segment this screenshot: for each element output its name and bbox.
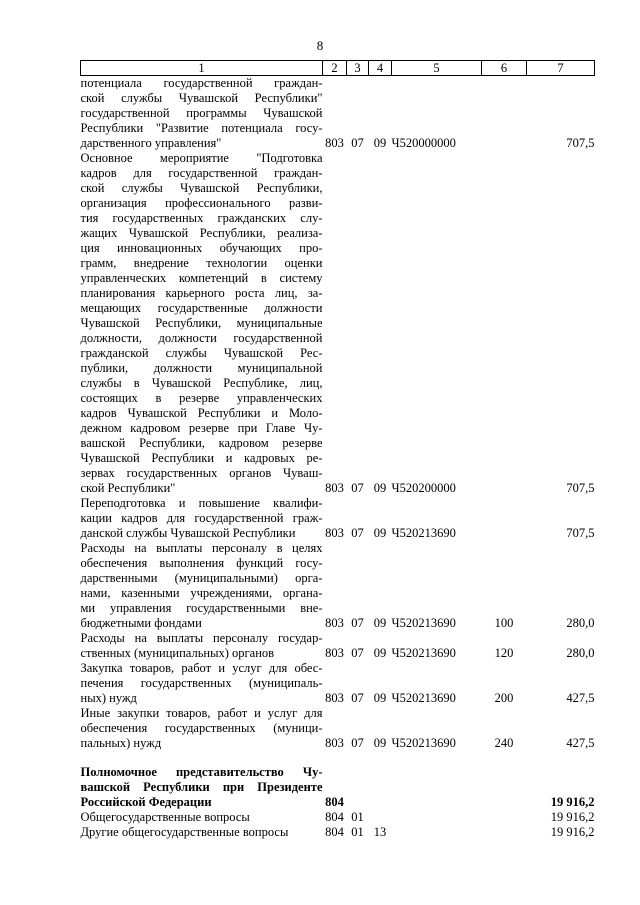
row-name-cell: Расходы на выплаты персоналу в целях обеспечения выполнения функций госу- дарственными (муниципальными) орга- нами, казенными учреждениями, органа- ми управления государственными вне- бюджетными фондами: [80, 541, 323, 630]
spacer-row: [81, 751, 595, 765]
row-sum-cell: 427,5: [566, 691, 595, 705]
row-vr-cell: [482, 496, 527, 541]
row-csr-cell: Ч520213690: [391, 526, 456, 540]
row-name-cell: потенциала государственной граждан- ской службы Чувашской Республики" государственной программы Чувашской Республики "Развитие потенциала госу- дарственного управления": [80, 76, 323, 150]
table-row: [81, 825, 595, 840]
row-name-cell: Расходы на выплаты персоналу государ- ственных (муниципальных) органов: [80, 631, 323, 660]
row-sum-cell: 280,0: [566, 646, 595, 660]
row-rz-cell: 01: [351, 810, 364, 824]
row-csr-cell: [392, 765, 482, 810]
row-pr-cell: 09: [373, 616, 387, 630]
row-csr-cell: Ч520213690: [391, 691, 456, 705]
row-vr-cell: [482, 825, 527, 840]
row-sum-cell: 280,0: [566, 616, 595, 630]
row-csr-cell: Ч520213690: [391, 736, 456, 750]
table-row: [81, 631, 595, 661]
row-name-cell: Переподготовка и повышение квалифи- кации кадров для государственной граж- данской службы Чувашской Республики: [80, 496, 323, 540]
row-pr-cell: 09: [373, 481, 387, 495]
table-row: [81, 765, 595, 810]
row-pr-cell: 09: [373, 646, 387, 660]
table-row: [81, 496, 595, 541]
row-vr-cell: [482, 151, 527, 496]
row-pr-cell: 09: [373, 691, 387, 705]
row-vr-cell: [482, 810, 527, 825]
row-csr-cell: [392, 825, 482, 840]
row-ved-cell: 803: [325, 616, 344, 630]
row-name-cell: Иные закупки товаров, работ и услуг для обеспечения государственных (муници- пальных) нужд: [80, 706, 323, 750]
row-csr-cell: Ч520000000: [391, 136, 456, 150]
row-ved-cell: 803: [325, 646, 344, 660]
row-vr-cell: [482, 765, 527, 810]
row-rz-cell: 01: [351, 825, 364, 839]
row-rz-cell: 07: [351, 616, 364, 630]
row-rz-cell: 07: [351, 691, 364, 705]
row-name-cell: Закупка товаров, работ и услуг для обес- печения государственных (муниципаль- ных) нужд: [80, 661, 323, 705]
row-sum-cell: 707,5: [566, 481, 595, 495]
budget-table: [80, 60, 595, 840]
row-ved-cell: 804: [325, 795, 344, 809]
row-csr-cell: Ч520200000: [391, 481, 456, 495]
row-rz-cell: 07: [351, 136, 364, 150]
row-pr-cell: 09: [373, 526, 387, 540]
row-vr-cell: 240: [494, 736, 514, 750]
header-cell-sum: 7: [527, 61, 595, 76]
row-name-cell: Основное мероприятие "Подготовка кадров для государственной граждан- ской службы Чувашской Республики, организация профессионального разви- тия государственных гражданских слу- жащих Чувашской Республики, реализа- ция инновационных обучающих про- грамм, внедрение технологии оценки управленческих компетенций в систему планирования карьерного роста лиц, за- мещающих государственные должности Чувашской Республики, муниципальные должности, должности государственной гражданской службы Чувашской Рес- публики, должности муниципальной службы в Чувашской Республике, лиц, состоящих в резерве управленческих кадров Чувашской Республики и Моло- дежном кадровом резерве при Главе Чу- вашской Республики, кадровом резерве Чувашской Республики и кадровых ре- зервах государственных органов Чуваш- ской Республики": [80, 151, 323, 495]
row-vr-cell: 200: [494, 691, 514, 705]
row-name-cell: Другие общегосударственные вопросы: [80, 825, 289, 839]
table-row: [81, 706, 595, 751]
row-ved-cell: 803: [325, 526, 344, 540]
table-row: [81, 76, 595, 152]
header-cell-ved: 2: [323, 61, 347, 76]
row-ved-cell: 803: [325, 736, 344, 750]
row-vr-cell: [482, 76, 527, 152]
row-ved-cell: 804: [325, 825, 344, 839]
header-cell-csr: 5: [392, 61, 482, 76]
row-sum-cell: 19 916,2: [550, 810, 595, 824]
row-name-cell: Полномочное представительство Чу- вашской Республики при Президенте Российской Федерации: [80, 765, 323, 809]
table-row: [81, 151, 595, 496]
row-csr-cell: Ч520213690: [391, 646, 456, 660]
row-sum-cell: 707,5: [566, 526, 595, 540]
row-csr-cell: Ч520213690: [391, 616, 456, 630]
row-vr-cell: 100: [494, 616, 514, 630]
row-pr-cell: [369, 765, 392, 810]
row-rz-cell: [347, 765, 369, 810]
header-cell-name: 1: [81, 61, 323, 76]
row-sum-cell: 19 916,2: [550, 795, 595, 809]
table-row: [81, 661, 595, 706]
table-body: [81, 76, 595, 841]
row-sum-cell: 427,5: [566, 736, 595, 750]
row-rz-cell: 07: [351, 526, 364, 540]
row-ved-cell: 803: [325, 136, 344, 150]
row-rz-cell: 07: [351, 736, 364, 750]
row-ved-cell: 804: [325, 810, 344, 824]
row-rz-cell: 07: [351, 481, 364, 495]
page-number: 8: [316, 38, 324, 53]
header-cell-rz: 3: [347, 61, 369, 76]
header-cell-pr: 4: [369, 61, 392, 76]
row-name-cell: Общегосударственные вопросы: [80, 810, 250, 824]
row-rz-cell: 07: [351, 646, 364, 660]
table-row: [81, 541, 595, 631]
header-row: [81, 61, 595, 76]
row-pr-cell: 09: [373, 136, 387, 150]
row-ved-cell: 803: [325, 481, 344, 495]
table-row: [81, 810, 595, 825]
row-ved-cell: 803: [325, 691, 344, 705]
row-sum-cell: 19 916,2: [550, 825, 595, 839]
row-vr-cell: 120: [494, 646, 514, 660]
row-pr-cell: 13: [373, 825, 387, 839]
row-pr-cell: [369, 810, 392, 825]
row-csr-cell: [392, 810, 482, 825]
row-pr-cell: 09: [373, 736, 387, 750]
row-sum-cell: 707,5: [566, 136, 595, 150]
header-cell-vr: 6: [482, 61, 527, 76]
spacer-cell: [81, 751, 595, 765]
